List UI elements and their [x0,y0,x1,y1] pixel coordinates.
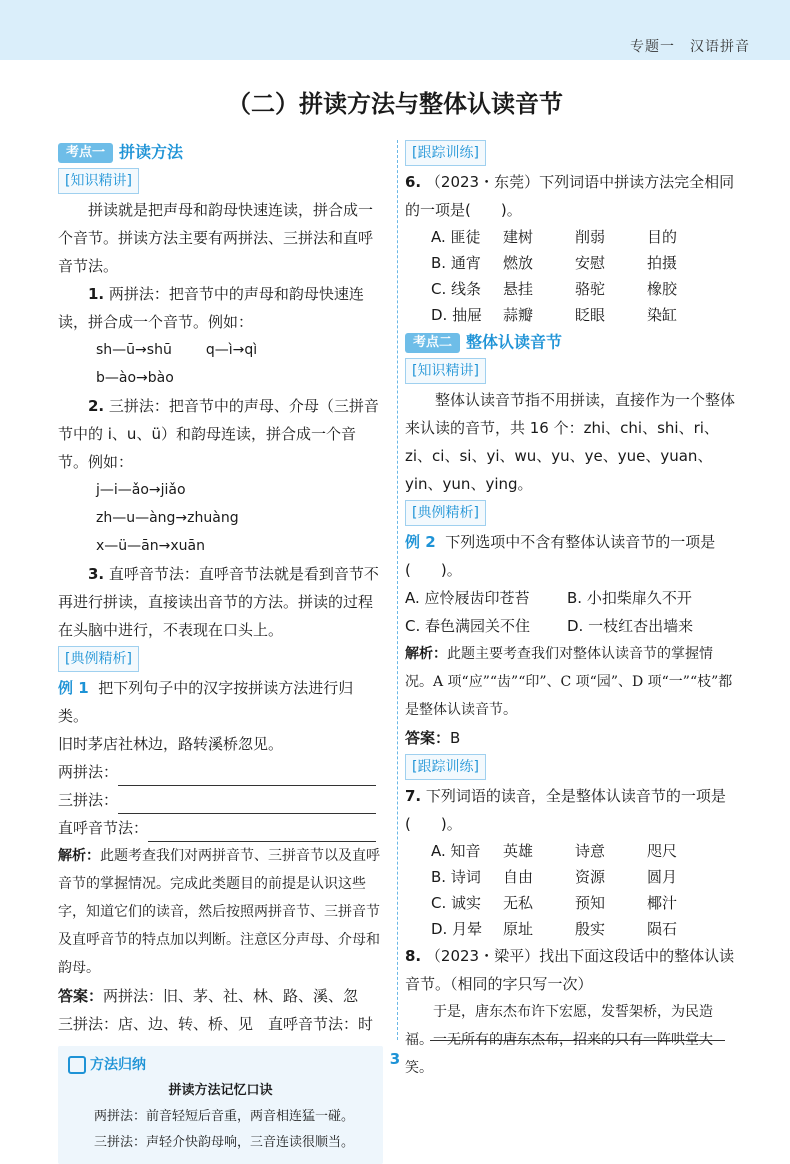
analysis-2-label: 解析： [405,646,447,662]
mnemonic-line-2: 三拼法：声轻介快韵母响，三音连读很顺当。 [94,1135,355,1150]
answer-2 [405,724,735,752]
option-cell: 蒜瓣 [503,306,534,324]
option-cell: 圆月 [647,868,678,886]
option-cell: 骆驼 [575,280,606,298]
option-cell: A. 知音 [431,842,481,860]
q6-text: （2023・东莞）下列词语中拼读方法完全相同的一项是( )。 [405,173,735,219]
method-2 [58,392,383,476]
method-3-text: 直呼音节法：直呼音节法就是看到音节不再进行拼读，直接读出音节的方法。拼读的过程在头脑中进行，不表现在口头上。 [58,565,379,639]
kp1-title: 拼读方法 [119,142,184,162]
option-row [431,864,735,890]
option-cell: 资源 [575,868,606,886]
method-summary-title: 方法归纳 [90,1057,146,1073]
q8-num: 8. [405,947,422,965]
option-cell: 削弱 [575,228,606,246]
header-title: 专题一 汉语拼音 [630,39,750,55]
method-3-num: 3. [88,565,105,583]
pinyin-example: b—ào→bào [96,370,174,386]
option-cell: D. 一枝红杏出墙来 [567,617,694,635]
pinyin-example: q—ì→qì [205,342,258,358]
example-label: [典例精析] [58,646,139,672]
option-cell: 染缸 [647,306,678,324]
column-divider [397,140,398,1040]
analysis-2 [405,640,735,724]
option-cell: 殷实 [575,920,606,938]
option-cell: 燃放 [503,254,534,272]
method-2-examples-row2 [58,532,383,560]
kp1-pill: 考点一 [58,143,113,163]
option-cell: 咫尺 [647,842,678,860]
option-row [405,612,735,640]
blank-row-2 [58,786,383,814]
pinyin-example: sh—ū→shū [96,342,172,358]
pinyin-example: j—i—ǎo→jiǎo [96,482,186,498]
method-1-num: 1. [88,285,105,303]
section-heading-2 [405,328,735,356]
option-cell: 原址 [503,920,534,938]
method-1-text: 两拼法：把音节中的声母和韵母快速连读，拼合成一个音节。例如： [58,285,364,331]
method-2-examples-row1 [58,476,383,532]
answer-1-label: 答案： [58,987,104,1005]
option-cell: 英雄 [503,842,534,860]
q7-options [405,838,735,942]
option-row [431,838,735,864]
option-cell: 安慰 [575,254,606,272]
answer-blank-1[interactable] [118,765,376,786]
option-cell: 诗意 [575,842,606,860]
option-cell: 自由 [503,868,534,886]
blank-row-3 [58,814,383,842]
analysis-1 [58,842,383,982]
option-row [431,224,735,250]
answer-blank-3[interactable] [148,821,376,842]
option-cell: 无私 [503,894,534,912]
option-cell: C. 春色满园关不住 [405,617,531,635]
example-1 [58,674,383,730]
option-cell: D. 抽屉 [431,306,483,324]
option-cell: 建树 [503,228,534,246]
option-cell: 眨眼 [575,306,606,324]
option-cell: C. 诚实 [431,894,482,912]
example-label-2: [典例精析] [405,500,486,526]
answer-blank-2[interactable] [118,793,376,814]
practice-label-1: [跟踪训练] [405,140,486,166]
option-row [431,890,735,916]
kp2-text: 整体认读音节指不用拼读，直接作为一个整体来认读的音节，共 16 个：zhi、chi、shi、ri、zi、ci、si、yi、wu、yu、ye、yue、yuan、yin、yun、ying。 [405,391,736,493]
method-2-num: 2. [88,397,105,415]
example-2-options [405,584,735,640]
knowledge-label: [知识精讲] [58,168,139,194]
answer-line[interactable] [430,1040,725,1041]
method-1 [58,280,383,336]
q8-passage: 于是，唐东杰布许下宏愿，发誓架桥，为民造福。一无所有的唐东杰布，招来的只有一阵哄堂大笑。 [405,1004,713,1076]
option-cell: 目的 [647,228,678,246]
question-6 [405,168,735,224]
example-2-label: 例 2 [405,533,436,551]
q7-num: 7. [405,787,422,805]
option-cell: 预知 [575,894,606,912]
option-cell: B. 通宵 [431,254,481,272]
page-title: （二）拼读方法与整体认读音节 [227,89,563,118]
q8-text: （2023・梁平）找出下面这段话中的整体认读音节。（相同的字只写一次） [405,947,735,993]
q6-num: 6. [405,173,422,191]
kp2-pill: 考点二 [405,333,460,353]
question-7 [405,782,735,838]
blank-label-1: 两拼法： [58,763,119,781]
intro-text: 拼读就是把声母和韵母快速连读，拼合成一个音节。拼读方法主要有两拼法、三拼法和直呼音节法。 [58,201,374,275]
example-2-question: 下列选项中不含有整体认读音节的一项是( )。 [405,533,716,579]
option-row [431,916,735,942]
analysis-1-label: 解析： [58,848,100,864]
kp2-title: 整体认读音节 [466,332,563,352]
method-3 [58,560,383,644]
left-column [58,138,383,1164]
right-column [405,138,735,1082]
option-cell: 陨石 [647,920,678,938]
option-cell: B. 小扣柴扉久不开 [567,589,692,607]
blank-label-3: 直呼音节法： [58,819,149,837]
q6-options [405,224,735,328]
practice-label-2: [跟踪训练] [405,754,486,780]
mnemonic-line-1: 两拼法：前音轻短后音重，两音相连猛一碰。 [94,1109,355,1124]
knowledge-label-2: [知识精讲] [405,358,486,384]
blank-label-2: 三拼法： [58,791,119,809]
option-cell: A. 匪徒 [431,228,481,246]
option-cell: 椰汁 [647,894,678,912]
answer-1 [58,982,383,1038]
option-cell: 橡胶 [647,280,678,298]
option-cell: C. 线条 [431,280,482,298]
option-cell: B. 诗词 [431,868,481,886]
blank-row-1 [58,758,383,786]
q7-text: 下列词语的读音，全是整体认读音节的一项是( )。 [405,787,726,833]
mnemonic-title: 拼读方法记忆口诀 [168,1083,273,1098]
example-1-sentence: 旧时茅店社林边，路转溪桥忽见。 [58,735,284,753]
answer-2-text: B [450,729,461,747]
option-cell: D. 月晕 [431,920,483,938]
example-2 [405,528,735,584]
example-1-label: 例 1 [58,679,89,697]
pinyin-example: zh—u—àng→zhuàng [96,510,239,526]
option-cell: A. 应怜屐齿印苍苔 [405,589,530,607]
method-1-examples [58,336,383,392]
option-cell: 拍摄 [647,254,678,272]
option-row [405,584,735,612]
answer-2-label: 答案： [405,729,451,747]
method-2-text: 三拼法：把音节中的声母、介母（三拼音节中的 i、u、ü）和韵母连读，拼合成一个音节。例如： [58,397,379,471]
pinyin-example: x—ü—ān→xuān [96,538,205,554]
analysis-1-text: 此题考查我们对两拼音节、三拼音节以及直呼音节的掌握情况。完成此类题目的前提是认识这些字，知道它们的读音，然后按照两拼音节、三拼音节及直呼音节的特点加以判断。注意区分声母、介母和韵母。 [58,848,380,976]
option-cell: 悬挂 [503,280,534,298]
section-heading-1 [58,138,383,166]
question-8 [405,942,735,998]
example-1-question: 把下列句子中的汉字按拼读方法进行归类。 [58,679,354,725]
analysis-2-text: 此题主要考查我们对整体认读音节的掌握情况。A 项“应”“齿”“印”、C 项“园”、D 项“一”“枝”都是整体认读音节。 [405,646,733,718]
page-number: 3 [389,1050,401,1068]
option-row [431,250,735,276]
option-row [431,276,735,302]
answer-1-text: 两拼法：旧、茅、社、林、路、溪、忽 三拼法：店、边、转、桥、见 直呼音节法：时 [58,987,374,1033]
option-row [431,302,735,328]
